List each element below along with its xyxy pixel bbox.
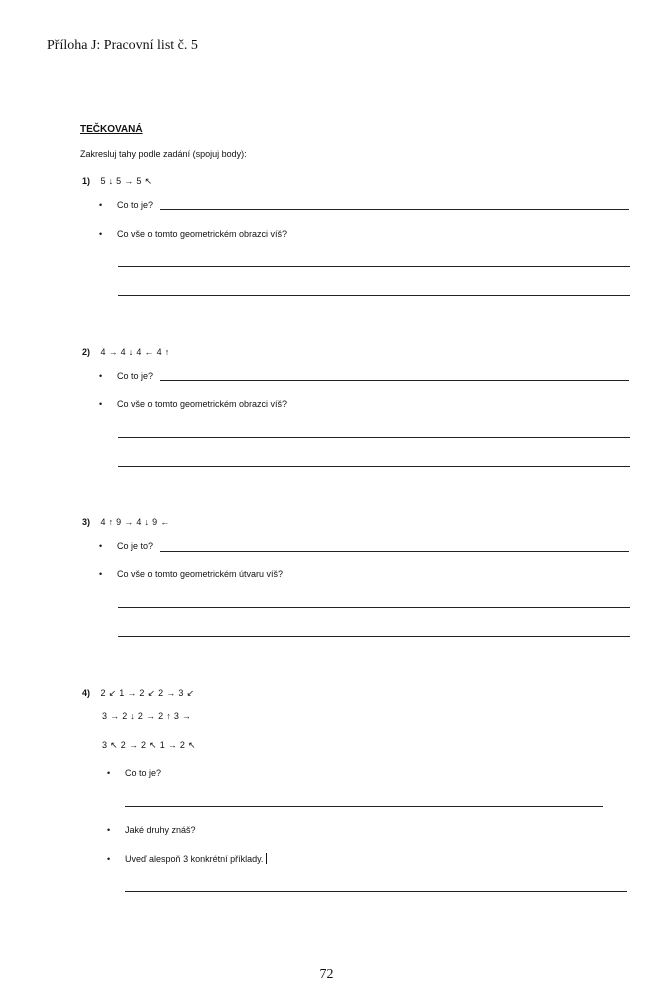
question-text: Uveď alespoň 3 konkrétní příklady. <box>125 854 264 864</box>
task-sequence: 4 → 4 ↓ 4 ← 4 ↑ <box>100 347 170 357</box>
appendix-title: Příloha J: Pracovní list č. 5 <box>47 38 198 53</box>
answer-line[interactable] <box>125 806 603 807</box>
answer-line[interactable] <box>118 607 630 608</box>
question-text: Co vše o tomto geometrickém obrazci víš? <box>117 399 288 409</box>
question-item <box>99 371 153 381</box>
answer-line[interactable] <box>118 636 630 637</box>
task-2 <box>82 342 170 360</box>
task-3 <box>82 512 170 530</box>
question-item <box>99 200 153 210</box>
task-1 <box>82 171 152 189</box>
question-text: Co to je? <box>117 371 154 381</box>
task-sequence: 5 ↓ 5 → 5 ↖ <box>100 176 153 186</box>
answer-line[interactable] <box>125 891 627 892</box>
question-text: Co vše o tomto geometrickém obrazci víš? <box>117 229 288 239</box>
question-item <box>107 825 196 835</box>
task-sequence: 3 → 2 ↓ 2 → 2 ↑ 3 → <box>102 711 192 721</box>
answer-line[interactable] <box>118 266 630 267</box>
task-label: 1) <box>82 176 91 186</box>
bullet-icon: • <box>107 768 111 778</box>
question-text: Co to je? <box>117 200 154 210</box>
question-item <box>107 853 267 864</box>
question-text: Jaké druhy znáš? <box>125 825 196 835</box>
question-text: Co je to? <box>117 541 154 551</box>
question-item <box>99 399 287 409</box>
task-sequence: 2 ↙ 1 → 2 ↙ 2 → 3 ↙ <box>100 688 195 698</box>
answer-line[interactable] <box>118 295 630 296</box>
answer-line[interactable] <box>118 437 630 438</box>
question-item <box>99 541 153 551</box>
answer-line[interactable] <box>160 209 629 210</box>
question-text: Co to je? <box>125 768 162 778</box>
task-4 <box>82 683 194 701</box>
bullet-icon: • <box>107 854 111 864</box>
bullet-icon: • <box>107 825 111 835</box>
question-item <box>107 768 161 778</box>
instruction-text: Zakresluj tahy podle zadání (spojuj body): <box>80 149 247 159</box>
task-label: 4) <box>82 688 91 698</box>
bullet-icon: • <box>99 371 103 381</box>
bullet-icon: • <box>99 229 103 239</box>
bullet-icon: • <box>99 200 103 210</box>
question-item <box>99 229 287 239</box>
task-label: 2) <box>82 347 91 357</box>
answer-line[interactable] <box>160 551 629 552</box>
text-cursor <box>266 853 267 864</box>
question-item <box>99 569 283 579</box>
task-label: 3) <box>82 517 91 527</box>
page-number: 72 <box>319 967 334 982</box>
answer-line[interactable] <box>160 380 629 381</box>
task-sequence: 4 ↑ 9 → 4 ↓ 9 ← <box>100 517 170 527</box>
bullet-icon: • <box>99 399 103 409</box>
question-text: Co vše o tomto geometrickém útvaru víš? <box>117 569 284 579</box>
task-sequence: 3 ↖ 2 → 2 ↖ 1 → 2 ↖ <box>102 740 196 750</box>
bullet-icon: • <box>99 541 103 551</box>
bullet-icon: • <box>99 569 103 579</box>
answer-line[interactable] <box>118 466 630 467</box>
section-title: TEČKOVANÁ <box>80 124 143 135</box>
